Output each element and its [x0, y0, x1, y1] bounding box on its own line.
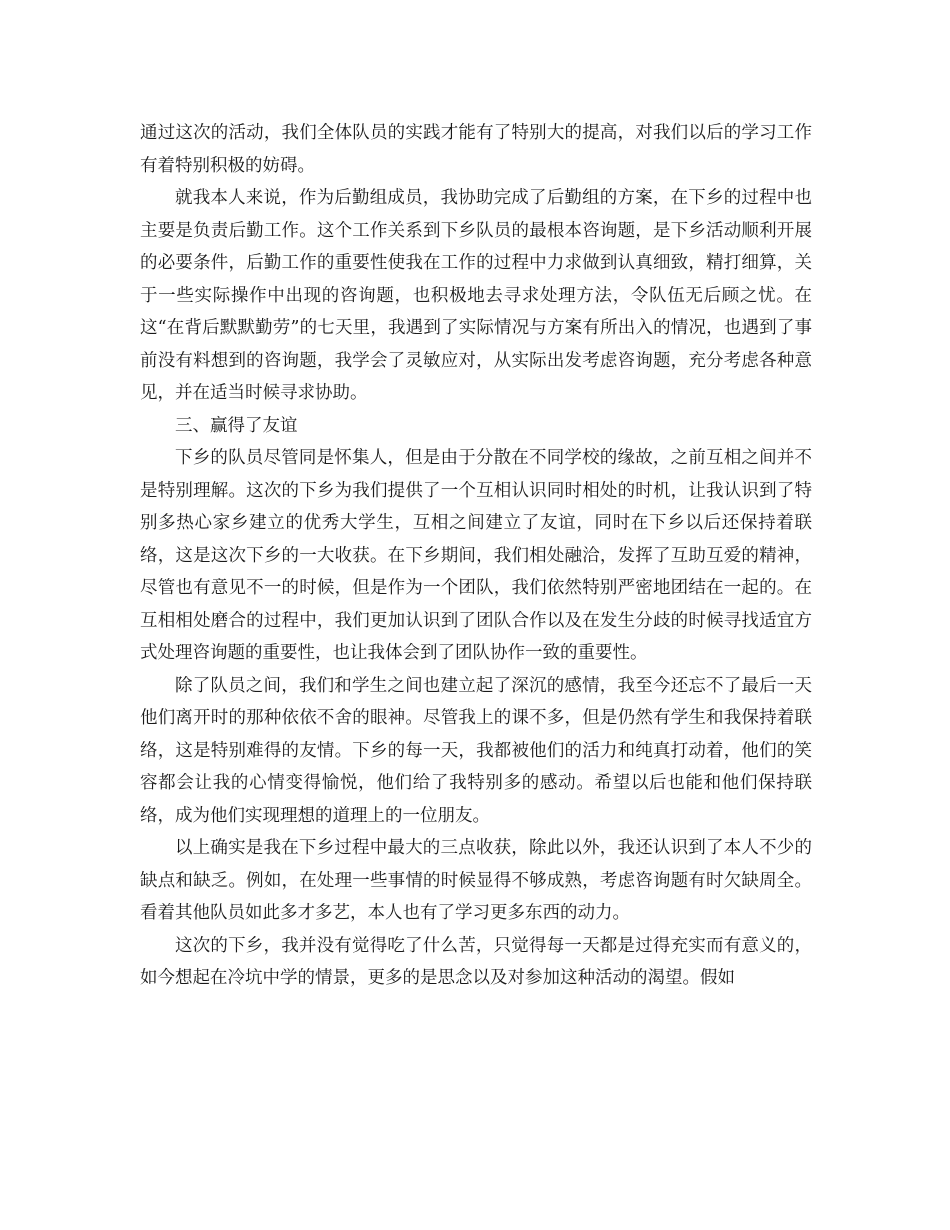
- paragraph: 以上确实是我在下乡过程中最大的三点收获，除此以外，我还认识到了本人不少的缺点和缺乏。例如，在处理一些事情的时候显得不够成熟，考虑咨询题有时欠缺周全。看着其他队员如此多才多艺，本人也有了学习更多东西的动力。: [140, 838, 812, 923]
- section-heading: 三、赢得了友谊: [175, 415, 298, 436]
- paragraph: 除了队员之间，我们和学生之间也建立起了深沉的感情，我至今还忘不了最后一天他们离开时的那种依依不舍的眼神。尽管我上的课不多，但是仍然有学生和我保持着联络，这是特别难得的友情。下乡的每一天，我都被他们的活力和纯真打动着，他们的笑容都会让我的心情变得愉悦，他们给了我特别多的感动。希望以后也能和他们保持联络，成为他们实现理想的道理上的一位朋友。: [140, 675, 812, 826]
- paragraph: 通过这次的活动，我们全体队员的实践才能有了特别大的提高，对我们以后的学习工作有着特别积极的妨碍。: [140, 123, 812, 176]
- paragraph: 这次的下乡，我并没有觉得吃了什么苦，只觉得每一天都是过得充实而有意义的，如今想起在冷坑中学的情景，更多的是思念以及对参加这种活动的渴望。假如: [140, 935, 812, 988]
- paragraph: 就我本人来说，作为后勤组成员，我协助完成了后勤组的方案，在下乡的过程中也主要是负责后勤工作。这个工作关系到下乡队员的最根本咨询题，是下乡活动顺利开展的必要条件，后勤工作的重要性使我在工作的过程中力求做到认真细致，精打细算，关于一些实际操作中出现的咨询题，也积极地去寻求处理方法，令队伍无后顾之忧。在这“在背后默默勤劳”的七天里，我遇到了实际情况与方案有所出入的情况，也遇到了事前没有料想到的咨询题，我学会了灵敏应对，从实际出发考虑咨询题，充分考虑各种意见，并在适当时候寻求协助。: [140, 188, 812, 403]
- paragraph: 下乡的队员尽管同是怀集人，但是由于分散在不同学校的缘故，之前互相之间并不是特别理解。这次的下乡为我们提供了一个互相认识同时相处的时机，让我认识到了特别多热心家乡建立的优秀大学生，互相之间建立了友谊，同时在下乡以后还保持着联络，这是这次下乡的一大收获。在下乡期间，我们相处融洽，发挥了互助互爱的精神，尽管也有意见不一的时候，但是作为一个团队，我们依然特别严密地团结在一起的。在互相相处磨合的过程中，我们更加认识到了团队合作以及在发生分歧的时候寻找适宜方式处理咨询题的重要性，也让我体会到了团队协作一致的重要性。: [140, 448, 812, 663]
- document-body: [140, 117, 812, 995]
